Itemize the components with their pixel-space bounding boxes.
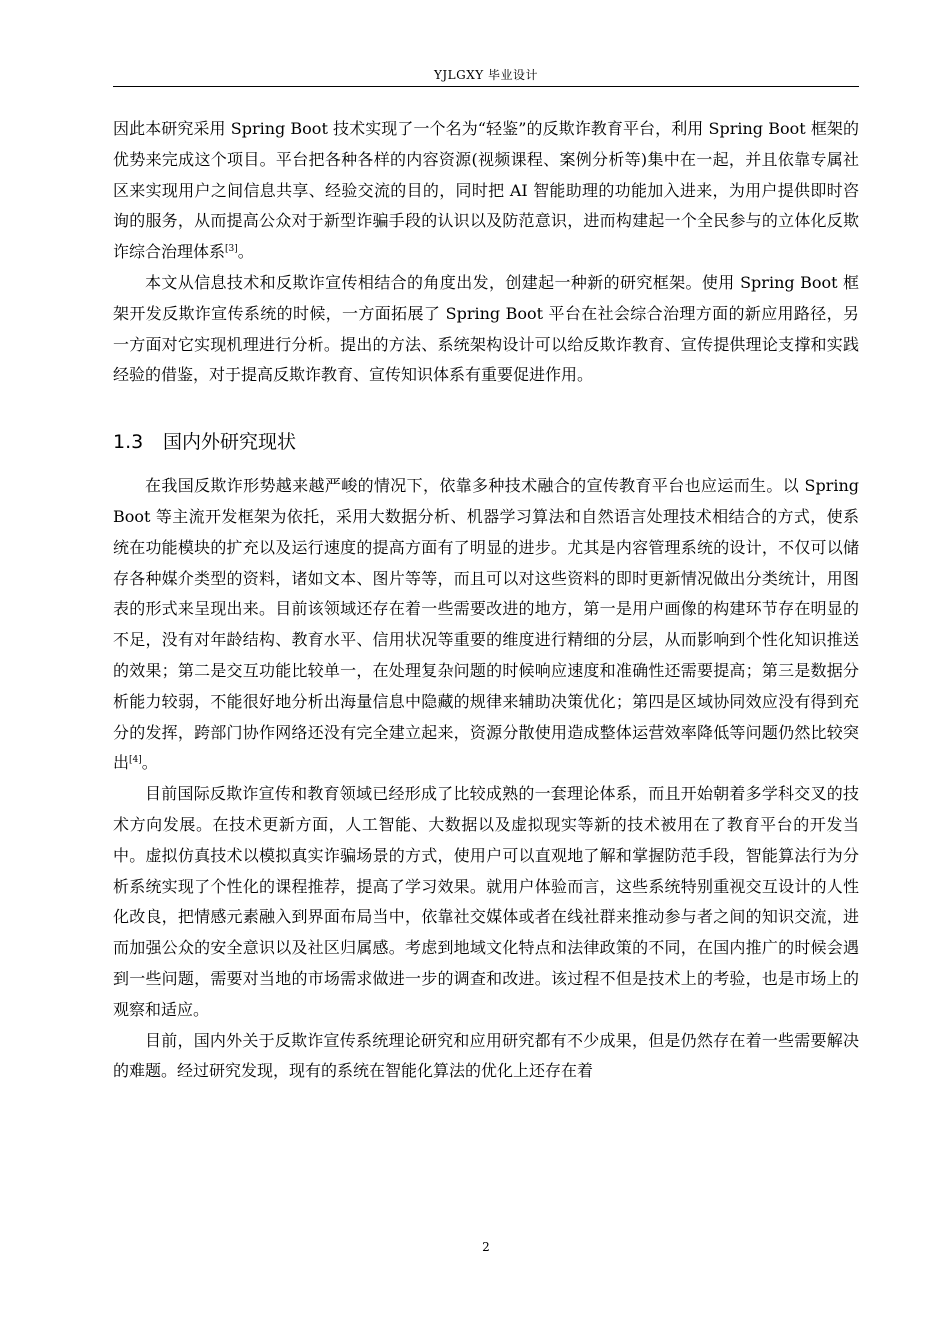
paragraph-text: 目前国际反欺诈宣传和教育领域已经形成了比较成熟的一套理论体系，而且开始朝着多学科交叉的技术方向发展。在技术更新方面，人工智能、大数据以及虚拟现实等新的技术被用在了教育平台的开发当中。虚拟仿真技术以模拟真实诈骗场景的方式，使用户可以直观地了解和掌握防范手段，智能算法行为分析系统实现了个性化的课程推荐，提高了学习效果。就用户体验而言，这些系统特别重视交互设计的人性化改良，把情感元素融入到界面布局当中，依靠社交媒体或者在线社群来推动参与者之间的知识交流，进而加强公众的安全意识以及社区归属感。考虑到地域文化特点和法律政策的不同，在国内推广的时候会遇到一些问题，需要对当地的市场需求做进一步的调查和改进。该过程不但是技术上的考验，也是市场上的观察和适应。 — [113, 784, 859, 1019]
page-body — [113, 114, 859, 1087]
header-rule — [113, 86, 859, 87]
paragraph-text: 因此本研究采用 Spring Boot 技术实现了一个名为“轻鉴”的反欺诈教育平台，利用 Spring Boot 框架的优势来完成这个项目。平台把各种各样的内容资源(视频课程、案例分析等)集中在一起，并且依靠专属社区来实现用户之间信息共享、经验交流的目的，同时把 AI 智能助理的功能加入进来，为用户提供即时咨询的服务，从而提高公众对于新型诈骗手段的认识以及防范意识，进而构建起一个全民参与的立体化反欺诈综合治理体系 — [113, 119, 859, 262]
paragraph — [113, 268, 859, 391]
paragraph-tail: 。 — [141, 753, 158, 773]
section-number: 1.3 — [113, 431, 144, 454]
paragraph — [113, 1026, 859, 1088]
paragraph — [113, 114, 859, 268]
citation-ref: [3] — [225, 244, 238, 255]
paragraph-text: 本文从信息技术和反欺诈宣传相结合的角度出发，创建起一种新的研究框架。使用 Spring Boot 框架开发反欺诈宣传系统的时候，一方面拓展了 Spring Boot 平台在社会综合治理方面的新应用路径，另一方面对它实现机理进行分析。提出的方法、系统架构设计可以给反欺诈教育、宣传提供理论支撑和实践经验的借鉴，对于提高反欺诈教育、宣传知识体系有重要促进作用。 — [113, 272, 859, 385]
page-number: 2 — [482, 1240, 490, 1254]
page-header: YJLGXY 毕业设计 — [433, 68, 539, 82]
citation-ref: [4] — [129, 755, 142, 766]
section-title: 国内外研究现状 — [163, 431, 297, 454]
section-heading — [113, 427, 859, 457]
paragraph-text: 目前，国内外关于反欺诈宣传系统理论研究和应用研究都有不少成果，但是仍然存在着一些需要解决的难题。经过研究发现，现有的系统在智能化算法的优化上还存在着 — [113, 1030, 859, 1081]
paragraph — [113, 471, 859, 779]
paragraph-text: 在我国反欺诈形势越来越严峻的情况下，依靠多种技术融合的宣传教育平台也应运而生。以 Spring Boot 等主流开发框架为依托，采用大数据分析、机器学习算法和自然语言处理技术相结合的方式，使系统在功能模块的扩充以及运行速度的提高方面有了明显的进步。尤其是内容管理系统的设计，不仅可以储存各种媒介类型的资料，诸如文本、图片等等，而且可以对这些资料的即时更新情况做出分类统计，用图表的形式来呈现出来。目前该领域还存在着一些需要改进的地方，第一是用户画像的构建环节存在明显的不足，没有对年龄结构、教育水平、信用状况等重要的维度进行精细的分层，从而影响到个性化知识推送的效果；第二是交互功能比较单一，在处理复杂问题的时候响应速度和准确性还需要提高；第三是数据分析能力较弱，不能很好地分析出海量信息中隐藏的规律来辅助决策优化；第四是区域协同效应没有得到充分的发挥，跨部门协作网络还没有完全建立起来，资源分散使用造成整体运营效率降低等问题仍然比较突出 — [113, 476, 859, 773]
paragraph-tail: 。 — [237, 242, 254, 262]
paragraph — [113, 779, 859, 1025]
